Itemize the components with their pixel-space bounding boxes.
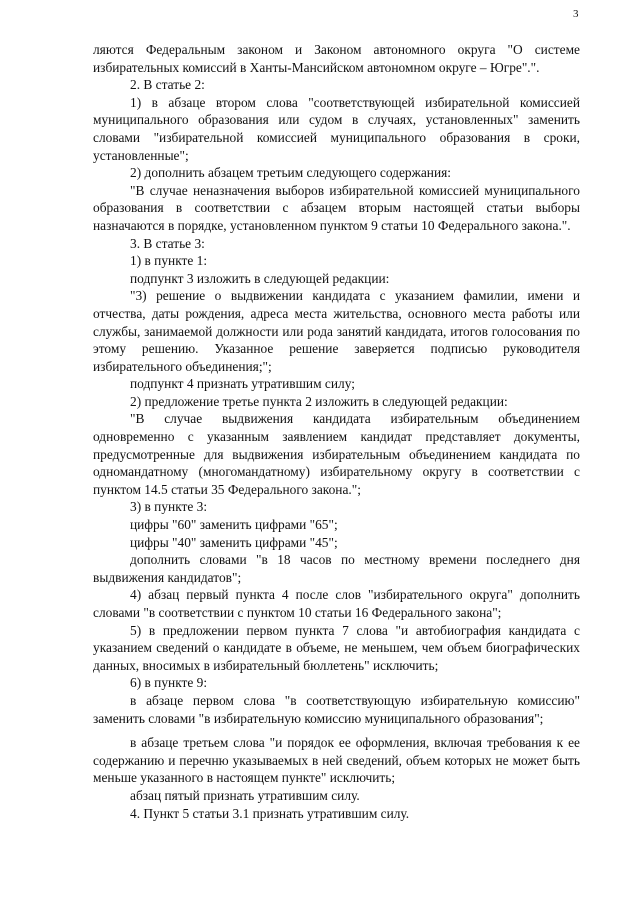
paragraph-article-3-item-6: 6) в пункте 9:: [130, 675, 208, 691]
paragraph-article-2-quote: "В случае неназначения выборов избирательной комиссией муниципального образования в соответствии с абзацем вторым настоящей статьи выборы назначаются в порядке, установленном пунктом 9 статьи 10 Федерального закона.".: [93, 182, 580, 233]
paragraph-continuation: ляются Федеральным законом и Законом автономного округа "О системе избирательных комиссий в Ханты-Мансийском автономном округе – Югре".".: [93, 42, 580, 75]
paragraph-item-6-fifth: абзац пятый признать утратившим силу.: [130, 787, 360, 803]
paragraph-item-2-quote: "В случае выдвижения кандидата избирательным объединением одновременно с указанным заявлением кандидат представляет документы, предусмотренные для выдвижения избирательным объединением кандидата по одномандатному (многомандатному) избирательному округу в соответствии с пунктом 14.5 статьи 35 Федерального закона.";: [93, 411, 580, 497]
paragraph-article-2-heading: 2. В статье 2:: [130, 77, 205, 93]
paragraph-subitem-4: подпункт 4 признать утратившим силу;: [130, 376, 355, 392]
paragraph-subitem-3-intro: подпункт 3 изложить в следующей редакции:: [130, 270, 390, 286]
paragraph-digits-40: цифры "40" заменить цифрами "45";: [130, 534, 338, 550]
paragraph-add-words: дополнить словами "в 18 часов по местному времени последнего дня выдвижения кандидатов";: [93, 552, 580, 585]
document-body: [93, 41, 580, 822]
paragraph-article-3-item-1: 1) в пункте 1:: [130, 253, 208, 269]
page-number: 3: [573, 8, 579, 20]
paragraph-article-3-item-5: 5) в предложении первом пункта 7 слова "и автобиография кандидата с указанием сведений о кандидате в объеме, не меньшем, чем объем биографических данных, вносимых в избирательный бюллетень" исключить;: [93, 622, 580, 673]
paragraph-article-3-item-2: 2) предложение третье пункта 2 изложить в следующей редакции:: [130, 393, 508, 409]
paragraph-digits-60: цифры "60" заменить цифрами "65";: [130, 517, 338, 533]
paragraph-article-2-item-1: 1) в абзаце втором слова "соответствующей избирательной комиссией муниципального образования или судом в случаях, установленных" заменить словами "избирательной комиссией муниципального образования в сроки, установленные";: [93, 94, 580, 163]
paragraph-article-4: 4. Пункт 5 статьи 3.1 признать утратившим силу.: [130, 805, 410, 821]
paragraph-subitem-3-quote: "3) решение о выдвижении кандидата с указанием фамилии, имени и отчества, даты рождения, адреса места жительства, основного места работы или службы, занимаемой должности или рода занятий кандидата, итогов голосования по этому решению. Указанное решение заверяется подписью руководителя избирательного объединения;";: [93, 288, 580, 374]
paragraph-article-3-item-3: 3) в пункте 3:: [130, 499, 208, 515]
paragraph-article-3-item-4: 4) абзац первый пункта 4 после слов "избирательного округа" дополнить словами "в соответствии с пунктом 10 статьи 16 Федерального закона";: [93, 587, 580, 620]
paragraph-article-2-item-2: 2) дополнить абзацем третьим следующего содержания:: [130, 165, 452, 181]
paragraph-item-6-third: в абзаце третьем слова "и порядок ее оформления, включая требования к ее содержанию и перечню указываемых в ней сведений, объем которых не может быть меньше указанного в настоящем пункте" исключить;: [93, 735, 580, 786]
paragraph-item-6-first: в абзаце первом слова "в соответствующую избирательную комиссию" заменить словами "в избирательную комиссию муниципального образования";: [93, 692, 580, 726]
paragraph-article-3-heading: 3. В статье 3:: [130, 235, 205, 251]
